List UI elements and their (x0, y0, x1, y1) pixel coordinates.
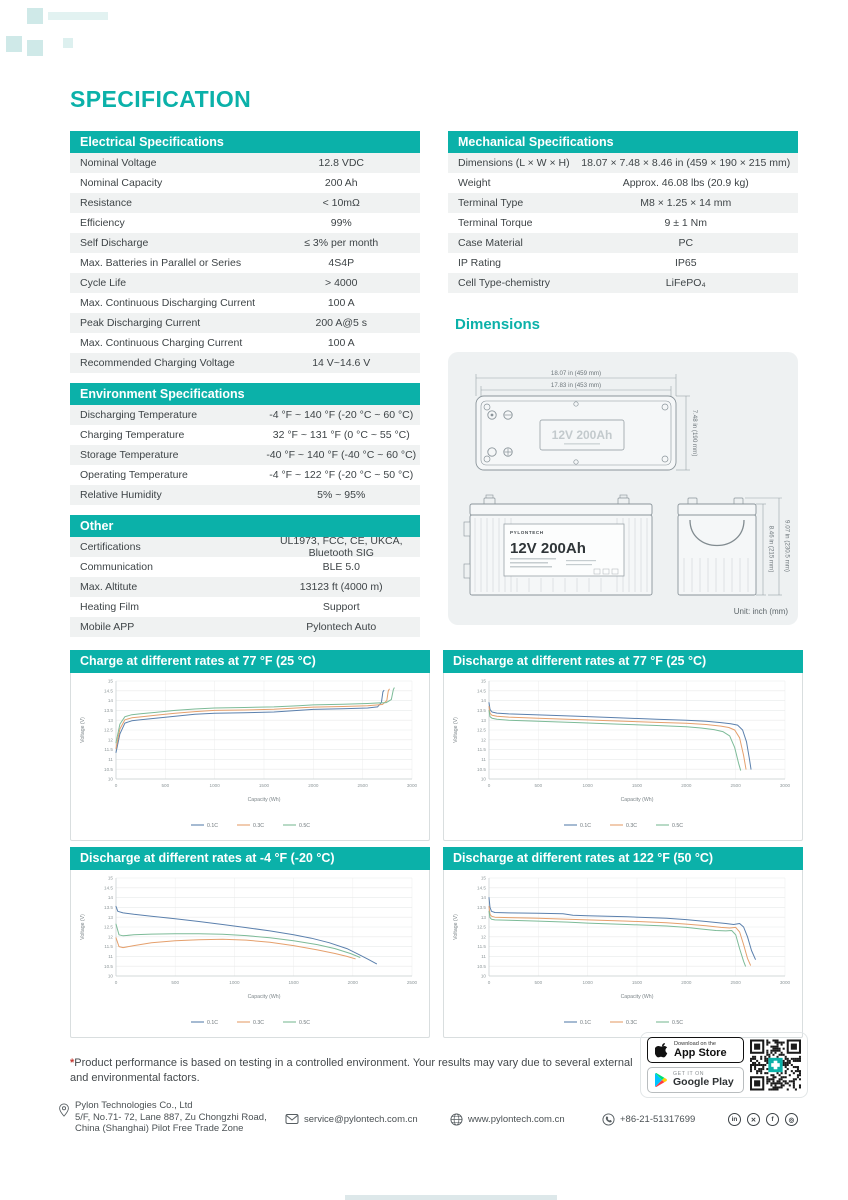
legend-label: 0.1C (207, 1019, 218, 1026)
spec-label: Efficiency (80, 217, 125, 229)
spec-row (70, 293, 420, 313)
spec-label: Heating Film (80, 601, 139, 613)
chart-canvas-container (72, 673, 428, 841)
y-tick-label: 15 (480, 875, 486, 881)
x-tick-label: 0 (487, 979, 491, 985)
electrical-specifications-table (70, 131, 420, 373)
spec-label: Terminal Type (458, 197, 524, 209)
badge-pre-text: GET IT ON (673, 1071, 705, 1078)
chart-title: Discharge at different rates at 122 °F (50 °C) (443, 847, 803, 870)
y-tick-label: 10.5 (104, 766, 113, 772)
spec-row (448, 213, 798, 233)
spec-label: Charging Temperature (80, 429, 185, 441)
store-badges (647, 1037, 744, 1093)
spec-value: > 4000 (325, 277, 358, 289)
spec-label: Max. Batteries in Parallel or Series (80, 257, 242, 269)
x-tick-label: 1000 (582, 979, 593, 985)
x-tick-label: 1500 (288, 979, 299, 985)
spec-label: Discharging Temperature (80, 409, 198, 421)
chart-canvas (445, 673, 801, 836)
spec-row (448, 173, 798, 193)
y-tick-label: 11 (481, 756, 486, 762)
y-tick-label: 15 (107, 678, 113, 684)
globe-icon (450, 1113, 463, 1126)
top-view-battery-label: 12V 200Ah (551, 428, 613, 442)
spec-label: Operating Temperature (80, 469, 188, 481)
spec-row (70, 425, 420, 445)
spec-row (448, 153, 798, 173)
instagram-icon[interactable]: ◎ (785, 1113, 798, 1126)
spec-label: Max. Continuous Charging Current (80, 337, 243, 349)
dim-height-case: 8.46 in (215 mm) (767, 525, 775, 573)
badge-main-text: App Store (674, 1046, 727, 1059)
dimensions-drawing (448, 352, 798, 625)
badge-main-text: Google Play (673, 1076, 734, 1089)
spec-row (70, 253, 420, 273)
chart-card-discharge-122f (443, 847, 803, 1038)
y-tick-label: 14 (480, 894, 486, 900)
chart-card-discharge-minus4f (70, 847, 430, 1038)
spec-value: PC (678, 237, 694, 249)
y-tick-label: 13 (107, 914, 113, 920)
spec-label: Resistance (80, 197, 132, 209)
email-text: service@pylontech.com.cn (304, 1113, 418, 1125)
spec-value: Approx. 46.08 lbs (20.9 kg) (622, 177, 749, 189)
spec-value: M8 × 1.25 × 14 mm (640, 197, 732, 209)
x-tick-label: 500 (161, 782, 170, 788)
y-axis-label: Voltage (V) (453, 913, 459, 940)
footer-website[interactable] (450, 1113, 565, 1126)
y-tick-label: 14.5 (477, 884, 486, 890)
spec-row (448, 253, 798, 273)
page-title: SPECIFICATION (70, 86, 252, 112)
series-0.3C (489, 706, 746, 769)
legend-label: 0.5C (672, 822, 683, 829)
x-tick-label: 2000 (308, 782, 319, 788)
spec-row (70, 233, 420, 253)
chart-canvas (445, 870, 801, 1033)
spec-label: Max. Continuous Discharging Current (80, 297, 256, 309)
x-axis-label: Capacity (Wh) (247, 796, 281, 803)
spec-row (70, 353, 420, 373)
x-tick-label: 2000 (347, 979, 358, 985)
chart-title: Discharge at different rates at -4 °F (-20 °C) (70, 847, 430, 870)
legend-label: 0.3C (626, 822, 637, 829)
y-tick-label: 13.5 (104, 707, 113, 713)
brand-text: PYLONTECH (510, 530, 544, 535)
chart-canvas-container (445, 870, 801, 1038)
y-axis-label: Voltage (V) (80, 716, 86, 743)
legend-label: 0.3C (626, 1019, 637, 1026)
table-body (70, 405, 420, 505)
y-tick-label: 11.5 (477, 943, 486, 949)
spec-row (70, 465, 420, 485)
y-tick-label: 12 (107, 736, 113, 742)
spec-value: 14 V~14.6 V (312, 357, 371, 369)
dim-width: 7.48 in (190 mm) (691, 409, 698, 457)
table-header: Environment Specifications (70, 383, 420, 405)
spec-value: < 10mΩ (322, 197, 360, 209)
social-icons (728, 1113, 798, 1126)
app-store-badge-text (674, 1041, 727, 1059)
spec-label: Cycle Life (80, 277, 127, 289)
legend-label: 0.5C (672, 1019, 683, 1026)
logo-watermark (6, 36, 22, 52)
x-tick-label: 500 (534, 782, 543, 788)
footnote-text: Product performance is based on testing in a controlled environment. Your results may vary due to several external and environmental factors. (70, 1057, 633, 1084)
spec-value: 9 ± 1 Nm (664, 217, 708, 229)
x-tick-label: 1500 (258, 782, 270, 788)
spec-row (70, 193, 420, 213)
dim-height-total: 9.07 in (230.5 mm) (783, 520, 791, 572)
address-line-1: 5/F, No.71- 72, Lane 887, Zu Chongzhi Road, (75, 1111, 267, 1123)
spec-value: ≤ 3% per month (304, 237, 379, 249)
y-tick-label: 14 (107, 697, 113, 703)
spec-value: -4 °F ~ 140 °F (-20 °C ~ 60 °C) (269, 409, 414, 421)
facebook-icon[interactable]: f (766, 1113, 779, 1126)
y-tick-label: 12 (107, 933, 113, 939)
spec-value: LiFePO₄ (665, 277, 706, 289)
spec-label: Max. Altitute (80, 581, 138, 593)
y-tick-label: 10 (480, 973, 486, 979)
spec-value: BLE 5.0 (322, 561, 360, 573)
spec-value: 100 A (327, 337, 355, 349)
spec-label: Mobile APP (80, 621, 135, 633)
x-tick-label: 3000 (779, 979, 791, 985)
spec-value: 200 Ah (324, 177, 358, 189)
address-line-2: China (Shanghai) Pilot Free Trade Zone (75, 1123, 244, 1134)
chart-card-discharge-77f (443, 650, 803, 841)
series-0.1C (489, 897, 755, 959)
logo-watermark (27, 40, 43, 56)
y-tick-label: 10.5 (477, 963, 486, 969)
logo-watermark (63, 38, 73, 48)
legend-label: 0.3C (253, 1019, 264, 1026)
chart-title: Discharge at different rates at 77 °F (25 °C) (443, 650, 803, 673)
y-tick-label: 12 (480, 933, 486, 939)
series-0.1C (116, 906, 377, 963)
spec-value: 12.8 VDC (318, 157, 365, 169)
spec-label: Dimensions (L × W × H) (458, 157, 570, 169)
y-tick-label: 11.5 (104, 943, 113, 949)
spec-row (70, 485, 420, 505)
y-tick-label: 10.5 (104, 963, 113, 969)
dim-length-inner: 17.83 in (453 mm) (550, 382, 602, 389)
spec-value: Support (322, 601, 360, 613)
spec-row (448, 193, 798, 213)
spec-row (70, 313, 420, 333)
spec-value: 4S4P (328, 257, 355, 269)
y-tick-label: 12 (480, 736, 486, 742)
footer-address-block (58, 1100, 267, 1135)
series-0.3C (116, 937, 355, 958)
spec-row (70, 557, 420, 577)
legend-label: 0.5C (299, 822, 310, 829)
spec-row (70, 333, 420, 353)
spec-value: -40 °F ~ 140 °F (-40 °C ~ 60 °C) (266, 449, 417, 461)
x-tick-label: 3000 (779, 782, 791, 788)
spec-value: IP65 (674, 257, 697, 269)
spec-label: Communication (80, 561, 153, 573)
y-tick-label: 15 (480, 678, 486, 684)
y-tick-label: 12.5 (104, 727, 113, 733)
y-tick-label: 10 (107, 776, 113, 782)
y-tick-label: 11 (108, 953, 113, 959)
legend-label: 0.1C (580, 822, 591, 829)
spec-value: 99% (330, 217, 352, 229)
environment-specifications-table (70, 383, 420, 505)
spec-label: Relative Humidity (80, 489, 162, 501)
table-body (70, 153, 420, 373)
chart-card-charge-77f (70, 650, 430, 841)
page-bottom-crop-mark (345, 1195, 557, 1200)
company-name: Pylon Technologies Co., Ltd (75, 1100, 193, 1111)
footnote (70, 1056, 645, 1086)
footer-phone[interactable] (602, 1113, 695, 1126)
front-battery-label: 12V 200Ah (510, 540, 586, 557)
legend-label: 0.5C (299, 1019, 310, 1026)
series-0.5C (489, 710, 741, 770)
spec-row (70, 445, 420, 465)
y-axis-label: Voltage (V) (453, 716, 459, 743)
spec-label: Nominal Voltage (80, 157, 157, 169)
y-tick-label: 15 (107, 875, 113, 881)
spec-label: Storage Temperature (80, 449, 179, 461)
table-body (448, 153, 798, 293)
table-header: Electrical Specifications (70, 131, 420, 153)
x-tick-label: 500 (534, 979, 543, 985)
spec-label: IP Rating (458, 257, 501, 269)
y-tick-label: 11.5 (477, 746, 486, 752)
spec-value: 5% ~ 95% (317, 489, 366, 501)
chart-title: Charge at different rates at 77 °F (25 °C) (70, 650, 430, 673)
x-tick-label: 2000 (681, 979, 692, 985)
mechanical-specifications-table (448, 131, 798, 293)
dim-length-outer: 18.07 in (459 mm) (550, 370, 602, 377)
side-view (678, 498, 756, 595)
spec-value: Pylontech Auto (306, 621, 377, 633)
logo-watermark (27, 8, 43, 24)
spec-label: Certifications (80, 541, 141, 553)
y-tick-label: 13 (480, 914, 486, 920)
apple-icon (655, 1042, 668, 1058)
x-tick-label: 2500 (730, 782, 741, 788)
spec-row (70, 537, 420, 557)
spec-value: -4 °F ~ 122 °F (-20 °C ~ 50 °C) (269, 469, 414, 481)
spec-row (70, 577, 420, 597)
x-tick-label: 3000 (406, 782, 418, 788)
spec-row (448, 273, 798, 293)
legend-label: 0.1C (207, 822, 218, 829)
chart-canvas-container (72, 870, 428, 1038)
y-tick-label: 13.5 (104, 904, 113, 910)
table-header: Mechanical Specifications (448, 131, 798, 153)
y-tick-label: 10 (107, 973, 113, 979)
spec-label: Self Discharge (80, 237, 149, 249)
x-tick-label: 2500 (730, 979, 741, 985)
chart-canvas (72, 870, 428, 1033)
phone-icon (602, 1113, 615, 1126)
mail-icon (285, 1113, 299, 1125)
series-0.5C (489, 911, 746, 966)
spec-row (70, 213, 420, 233)
y-tick-label: 14.5 (477, 687, 486, 693)
y-tick-label: 11.5 (104, 746, 113, 752)
x-tick-label: 1000 (229, 979, 240, 985)
google-play-icon (655, 1073, 667, 1087)
x-tick-label: 0 (487, 782, 491, 788)
y-tick-label: 14.5 (104, 687, 113, 693)
spec-label: Case Material (458, 237, 523, 249)
chart-canvas (72, 673, 428, 836)
y-tick-label: 14 (107, 894, 113, 900)
y-tick-label: 10.5 (477, 766, 486, 772)
y-tick-label: 14.5 (104, 884, 113, 890)
spec-label: Weight (458, 177, 491, 189)
app-store-badge[interactable] (647, 1037, 744, 1063)
x-twitter-icon[interactable]: ✕ (747, 1113, 760, 1126)
unit-note: Unit: inch (mm) (733, 607, 788, 616)
table-body (70, 537, 420, 637)
y-tick-label: 13.5 (477, 707, 486, 713)
phone-text: +86-21-51317699 (620, 1114, 696, 1125)
spec-value: 18.07 × 7.48 × 8.46 in (459 × 190 × 215 mm) (581, 157, 791, 169)
other-specifications-table (70, 515, 420, 637)
spec-row (70, 617, 420, 637)
spec-value: 100 A (327, 297, 355, 309)
x-axis-label: Capacity (Wh) (620, 993, 654, 1000)
qr-code (750, 1038, 801, 1092)
x-tick-label: 500 (171, 979, 180, 985)
spec-label: Recommended Charging Voltage (80, 357, 235, 369)
spec-row (70, 153, 420, 173)
y-tick-label: 13.5 (477, 904, 486, 910)
x-tick-label: 2500 (406, 979, 418, 985)
y-tick-label: 14 (480, 697, 486, 703)
spec-row (70, 173, 420, 193)
footnote-asterisk: * (70, 1057, 75, 1069)
legend-label: 0.3C (253, 822, 264, 829)
dimensions-diagram (448, 352, 798, 625)
y-tick-label: 12.5 (104, 924, 113, 930)
google-play-badge-text (673, 1071, 734, 1089)
y-tick-label: 11 (481, 953, 486, 959)
chart-panel (443, 870, 803, 1038)
location-pin-icon (58, 1103, 70, 1117)
x-axis-label: Capacity (Wh) (620, 796, 654, 803)
spec-value: UL1973, FCC, CE, UKCA, Bluetooth SIG (279, 535, 403, 559)
x-tick-label: 1000 (582, 782, 593, 788)
footer-email[interactable] (285, 1113, 418, 1125)
x-tick-label: 0 (114, 979, 118, 985)
y-tick-label: 12.5 (477, 727, 486, 733)
y-axis-label: Voltage (V) (80, 913, 86, 940)
logo-watermark (48, 12, 108, 20)
spec-value: 13123 ft (4000 m) (299, 581, 383, 593)
spec-label: Nominal Capacity (80, 177, 163, 189)
spec-row (70, 405, 420, 425)
x-tick-label: 1500 (631, 782, 643, 788)
x-tick-label: 2500 (357, 782, 368, 788)
spec-label: Peak Discharging Current (80, 317, 201, 329)
y-tick-label: 10 (480, 776, 486, 782)
x-tick-label: 0 (114, 782, 118, 788)
spec-label: Cell Type-chemistry (458, 277, 550, 289)
chart-canvas-container (445, 673, 801, 841)
table-header: Other (70, 515, 420, 537)
spec-value: 32 °F ~ 131 °F (0 °C ~ 55 °C) (272, 429, 410, 441)
series-0.1C (116, 690, 384, 752)
y-tick-label: 13 (480, 717, 486, 723)
spec-row (70, 273, 420, 293)
y-tick-label: 12.5 (477, 924, 486, 930)
label-subtext-line (564, 443, 600, 445)
y-tick-label: 13 (107, 717, 113, 723)
badge-pre-text: Download on the (674, 1040, 716, 1047)
x-tick-label: 1000 (209, 782, 220, 788)
spec-value: 200 A@5 s (315, 317, 368, 329)
x-tick-label: 2000 (681, 782, 692, 788)
google-play-badge[interactable] (647, 1067, 744, 1093)
app-download-box (640, 1032, 808, 1098)
y-tick-label: 11 (108, 756, 113, 762)
x-tick-label: 1500 (631, 979, 643, 985)
spec-row (70, 597, 420, 617)
spec-row (448, 233, 798, 253)
chart-panel (70, 673, 430, 841)
spec-label: Terminal Torque (458, 217, 533, 229)
x-axis-label: Capacity (Wh) (247, 993, 281, 1000)
linkedin-icon[interactable]: in (728, 1113, 741, 1126)
footer-address-text (75, 1100, 267, 1135)
website-text: www.pylontech.com.cn (468, 1114, 565, 1125)
legend-label: 0.1C (580, 1019, 591, 1026)
chart-panel (443, 673, 803, 841)
chart-panel (70, 870, 430, 1038)
dimensions-heading: Dimensions (455, 316, 541, 333)
